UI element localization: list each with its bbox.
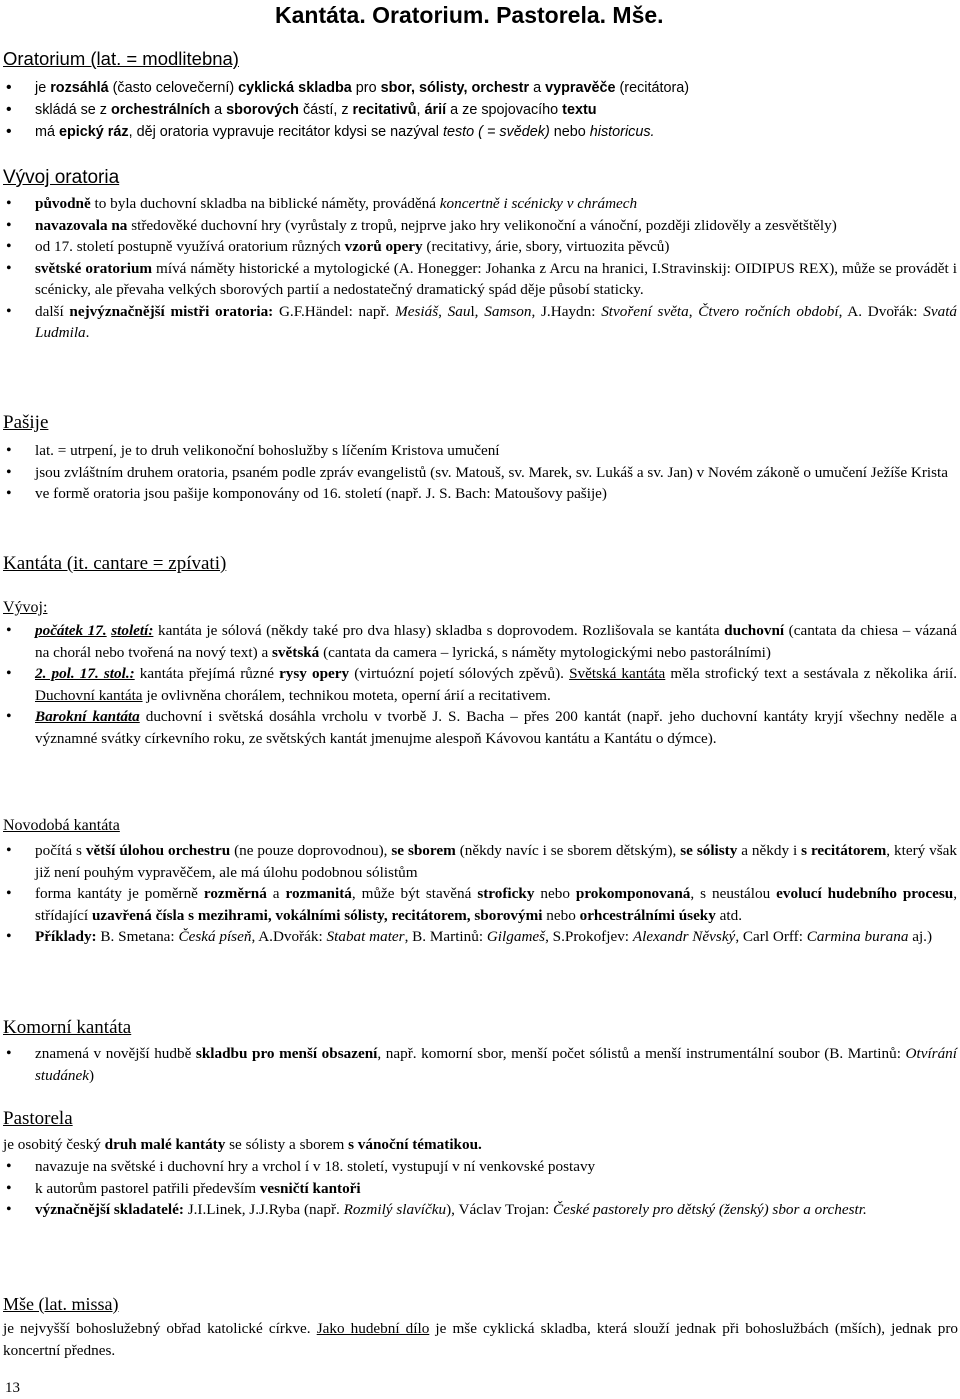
text-run: árií — [424, 102, 447, 118]
text-run: České pastorely pro dětský (ženský) sbor a orchestr. — [552, 1201, 867, 1218]
text-run: Čtvero ročních období — [698, 302, 839, 320]
text-run: částí, z — [298, 102, 353, 118]
text-run: (cantata da camera – lyrická, s náměty mytologickými nebo pastorálními) — [319, 643, 771, 661]
text-run: testo ( = svědek) — [442, 124, 550, 140]
text-run: , — [416, 102, 425, 118]
list-item — [0, 215, 957, 237]
text-run: světská — [272, 643, 320, 661]
text-run: kantáta přejímá různé — [134, 665, 280, 682]
text-run: Světská kantáta — [569, 665, 666, 682]
text-run: vypravěče — [545, 80, 616, 96]
text-run: rozměrná — [203, 885, 267, 902]
text-run: s recitátorem — [801, 842, 887, 859]
text-run: středověké duchovní hry (vyrůstaly z tropů, nejprve jako hry velikonoční a vánoční, později zlidověly a zesvětštěly) — [127, 216, 837, 234]
kantata-list — [0, 620, 957, 749]
text-run: duchovní — [724, 622, 785, 639]
text-run: Gilgameš — [486, 928, 546, 945]
text-run: světské oratorium — [35, 259, 153, 277]
text-run: (často celovečerní) — [108, 80, 239, 96]
text-run: vzorů opery — [344, 238, 423, 255]
heading-vyvoj-oratoria: Vývoj oratoria — [3, 167, 120, 188]
text-run: Stabat mater — [326, 928, 405, 945]
text-run: znamená v novější hudbě — [35, 1045, 196, 1062]
text-run: (recitátora) — [615, 80, 690, 96]
text-run: koncertně i scénicky v chrámech — [439, 195, 638, 212]
text-run: (ne pouze doprovodnou), — [230, 842, 392, 859]
text-run: lat. = utrpení, je to druh velikonoční bohoslužby s líčením Kristova umučení — [35, 442, 500, 459]
list-item — [0, 440, 957, 462]
text-run: atd. — [715, 906, 743, 924]
text-run: má — [35, 124, 59, 140]
text-run: , J.Haydn: — [531, 302, 602, 320]
text-run: význačnější skladatelé: — [35, 1201, 184, 1218]
list-item — [0, 620, 957, 663]
text-run: kantáta je sólová (někdy také pro dva hlasy) skladba s doprovodem. Rozlišovala se kantáta — [153, 622, 725, 639]
text-run: uzavřená čísla s mezihrami, vokálními sólisty, recitátorem, sborovými — [91, 906, 543, 924]
page-number: 13 — [5, 1380, 20, 1396]
list-item — [0, 121, 957, 143]
list-item — [0, 193, 957, 215]
text-run: (cantata da chiesa – vázaná na chorál nebo tvořená na nový text) a — [35, 622, 958, 661]
text-run: , děj oratoria vypravuje recitátor kdysi se nazýval — [128, 124, 443, 140]
heading-oratorium: Oratorium (lat. = modlitebna) — [3, 48, 239, 69]
text-run: ), Václav Trojan: — [446, 1201, 553, 1218]
text-run: Příklady: — [35, 928, 97, 945]
text-run: druh malé kantáty — [104, 1136, 226, 1153]
text-run: l, — [470, 302, 485, 320]
text-run: to byla duchovní skladba na biblické náměty, prováděná — [90, 195, 440, 212]
list-item — [0, 236, 957, 258]
text-run: recitativů — [352, 102, 417, 118]
text-run: , Carl Orff: — [735, 928, 807, 945]
list-item — [0, 706, 957, 749]
heading-pasije: Pašije — [3, 412, 49, 433]
text-run: , s neustálou — [690, 885, 777, 902]
text-run: se sólisty — [680, 842, 738, 859]
text-run: je — [35, 80, 51, 96]
list-item — [0, 1178, 957, 1200]
text-run: od 17. století postupně využívá oratorium různých — [35, 238, 345, 255]
text-run: je ovlivněna chorálem, technikou moteta, operní árií a recitativem. — [142, 686, 551, 704]
text-run: , může být stavěná — [351, 885, 478, 902]
text-run: evolucí hudebního procesu — [776, 885, 954, 902]
text-run: , — [688, 302, 699, 320]
heading-mse: Mše (lat. missa) — [3, 1294, 119, 1314]
text-run: Sau — [447, 302, 471, 320]
list-item — [0, 663, 957, 706]
text-run: epický ráz — [59, 124, 129, 140]
list-item — [0, 926, 957, 948]
text-run: s vánoční tématikou. — [348, 1136, 482, 1153]
text-run: Alexandr Něvský — [632, 928, 736, 945]
text-run: Duchovní kantáta — [35, 686, 143, 704]
text-run: 2. pol. 17. stol.: — [35, 665, 135, 682]
text-run: Barokní kantáta — [35, 708, 140, 725]
text-run: aj.) — [908, 928, 933, 945]
text-run: rysy opery — [279, 665, 350, 682]
text-run: J.I.Linek, J.J.Ryba (např. — [183, 1201, 344, 1218]
text-run: , např. komorní sbor, menší počet sólistů a menší instrumentální soubor (B. Martinů: — [377, 1045, 906, 1062]
text-run: Česká píseň — [178, 928, 252, 945]
text-run: ve formě oratoria jsou pašije komponovány od 16. století (např. J. S. Bach: Matoušovy pašije) — [35, 485, 607, 502]
text-run: století: — [111, 622, 154, 639]
text-run: se sólisty a sborem — [225, 1136, 349, 1153]
text-run: vesničtí kantoři — [259, 1179, 361, 1197]
text-run: , střídající — [35, 885, 958, 924]
text-run: , — [438, 302, 448, 320]
text-run: B. Smetana: — [96, 928, 179, 945]
text-run: mívá náměty historické a mytologické (A. Honegger: Johanka z Arcu na hranici, I.Stravinskij: OIDIPUS REX), může se provádět i scénicky, ale převaha velkých sborových partií a nedostatečný dramatický spád děje působí staticky. — [35, 259, 957, 298]
text-run: a — [266, 885, 286, 902]
text-run: Mesiáš — [395, 302, 439, 320]
pastorela-list — [0, 1156, 957, 1221]
text-run: skladbu pro menší obsazení — [195, 1045, 378, 1062]
novodoba-kantata-list — [0, 840, 957, 948]
text-run: sborových — [226, 102, 299, 118]
text-run: orchestrálních — [111, 102, 211, 118]
text-run: k autorům pastorel patřili především — [35, 1179, 260, 1197]
text-run: forma kantáty je poměrně — [35, 885, 204, 902]
text-run: G.F.Händel: např. — [273, 302, 396, 320]
list-item — [0, 77, 957, 99]
list-item — [0, 258, 957, 301]
list-item — [0, 462, 957, 484]
text-run: (virtuózní pojetí sólových zpěvů). — [349, 665, 570, 682]
list-item — [0, 1156, 957, 1178]
list-item — [0, 1199, 957, 1221]
text-run: cyklická skladba — [238, 80, 352, 96]
text-run: původně — [35, 195, 91, 212]
text-run: Samson — [484, 302, 532, 320]
text-run: je mše cyklická skladba, která slouží jednak při bohoslužbách (mších), jednak pro koncertní přednes. — [3, 1320, 958, 1359]
text-run: stroficky — [477, 885, 535, 902]
text-run: , A.Dvořák: — [251, 928, 327, 945]
text-run: je nejvyšší bohoslužebný obřad katolické církve. — [3, 1320, 317, 1337]
text-run: , A. Dvořák: — [838, 302, 924, 320]
text-run: a někdy i — [737, 842, 802, 859]
mse-text — [3, 1318, 958, 1361]
text-run: Svatá Ludmila — [35, 302, 958, 341]
text-run: a ze spojovacího — [446, 102, 563, 118]
text-run: Otvírání studánek — [35, 1045, 957, 1084]
komorni-kantata-list — [0, 1043, 957, 1086]
text-run: další — [35, 302, 70, 320]
list-item — [0, 883, 957, 926]
text-run: se sborem — [391, 842, 456, 859]
document-title: Kantáta. Oratorium. Pastorela. Mše. — [275, 2, 664, 28]
heading-pastorela: Pastorela — [3, 1108, 73, 1129]
list-item — [0, 483, 957, 505]
text-run: je osobitý český — [3, 1136, 105, 1153]
list-item — [0, 99, 957, 121]
text-run: Rozmilý slavíčku — [343, 1201, 447, 1218]
text-run: jsou zvláštním druhem oratoria, psaném podle zpráv evangelistů (sv. Matouš, sv. Marek, sv. Lukáš a sv. Jan) v Novém zákoně o umučení Ježíše Krista — [35, 463, 948, 481]
text-run: sbor, sólisty, orchestr — [380, 80, 530, 96]
pasije-list — [0, 440, 957, 505]
text-run: navazuje na světské i duchovní hry a vrchol í v 18. století, vystupují v ní venkovské postavy — [35, 1158, 596, 1175]
text-run: Stvoření světa — [601, 302, 689, 320]
list-item — [0, 840, 957, 883]
vyvoj-oratoria-list — [0, 193, 957, 344]
text-run: Jako hudební dílo — [316, 1320, 430, 1337]
text-run: (recitativy, árie, sbory, virtuozita pěvců) — [422, 238, 670, 255]
text-run: duchovní i světská dosáhla vrcholu v tvorbě J. S. Bacha – přes 200 kantát (např. jeho duchovní kantáty kryjí všechny neděle a významné svátky církevního roku, ze světských kantát jmenujme alespoň Kávovou kantátu a Kantátu o dýmce). — [35, 708, 957, 747]
text-run: a — [529, 80, 546, 96]
text-run: ) — [89, 1066, 95, 1084]
text-run: textu — [562, 102, 597, 118]
oratorium-list — [0, 77, 957, 143]
text-run: (někdy navíc i se sborem dětským), — [455, 842, 681, 859]
text-run: pro — [351, 80, 381, 96]
heading-kantata-vyvoj: Vývoj: — [3, 599, 48, 616]
heading-kantata: Kantáta (it. cantare = zpívati) — [3, 553, 227, 574]
text-run: prokomponovaná — [575, 885, 691, 902]
text-run: větší úlohou orchestru — [85, 842, 231, 859]
text-run: měla strofický text a sestávala z několika árií. — [665, 665, 957, 682]
text-run: Carmina burana — [806, 928, 909, 945]
text-run: nebo — [542, 906, 580, 924]
text-run: orhcestrálními úseky — [579, 906, 716, 924]
text-run: , který však již není pouhým vypravěčem, ale má úlohu podobnou sólistům — [35, 842, 957, 881]
text-run: a — [210, 102, 227, 118]
text-run: . — [85, 324, 90, 341]
text-run: nebo — [534, 885, 576, 902]
heading-komorni-kantata: Komorní kantáta — [3, 1017, 132, 1038]
list-item — [0, 301, 957, 344]
text-run: historicus. — [589, 124, 655, 140]
text-run: , S.Prokofjev: — [545, 928, 633, 945]
text-run: počítá s — [35, 842, 86, 859]
text-run: rozsáhlá — [50, 80, 109, 96]
text-run: nebo — [549, 124, 590, 140]
text-run: skládá se z — [35, 102, 111, 118]
text-run: počátek 17. — [35, 622, 107, 639]
text-run: rozmanitá — [285, 885, 352, 902]
heading-novodoba-kantata: Novodobá kantáta — [3, 817, 120, 834]
text-run: , B. Martinů: — [404, 928, 487, 945]
text-run: navazovala na — [35, 216, 128, 234]
pastorela-intro — [3, 1134, 958, 1156]
list-item — [0, 1043, 957, 1086]
text-run: nejvýznačnější mistři oratoria: — [69, 302, 274, 320]
